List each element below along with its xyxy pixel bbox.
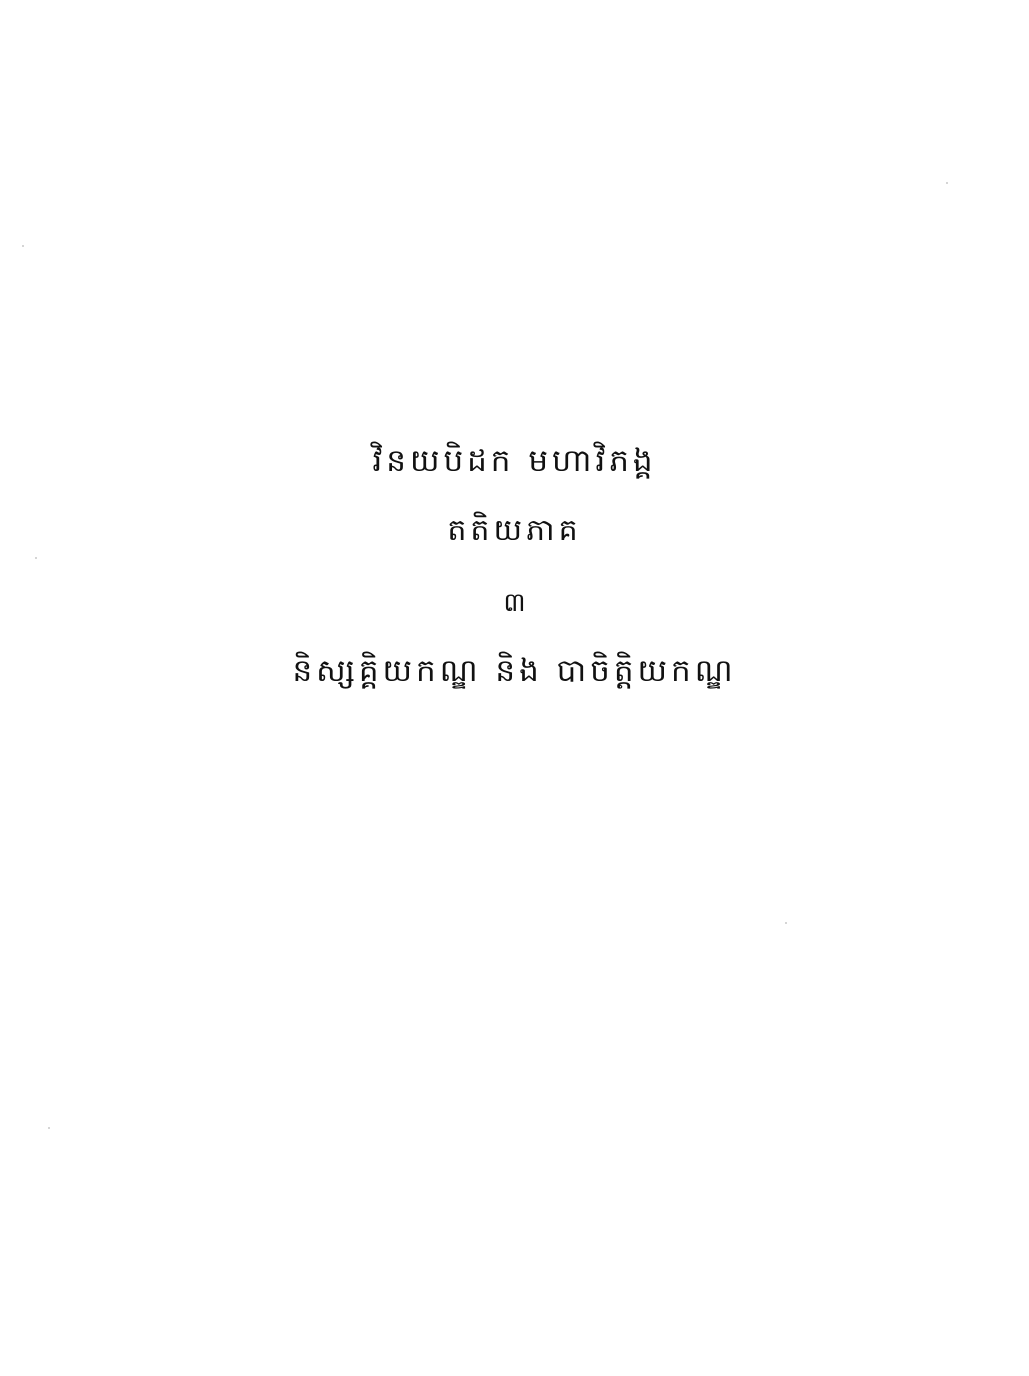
scan-speck bbox=[35, 557, 37, 559]
section-subtitle: និស្សគ្គិយកណ្ឌ និង បាចិត្តិយកណ្ឌ bbox=[292, 653, 737, 689]
scan-speck bbox=[785, 922, 787, 924]
scan-speck bbox=[946, 182, 948, 184]
volume-number: ៣ bbox=[503, 588, 526, 618]
book-title: វិនយបិដក មហាវិភង្គ bbox=[372, 443, 657, 479]
scan-speck bbox=[48, 1127, 50, 1129]
volume-label: តតិយភាគ bbox=[447, 513, 582, 548]
scan-speck bbox=[22, 245, 24, 247]
